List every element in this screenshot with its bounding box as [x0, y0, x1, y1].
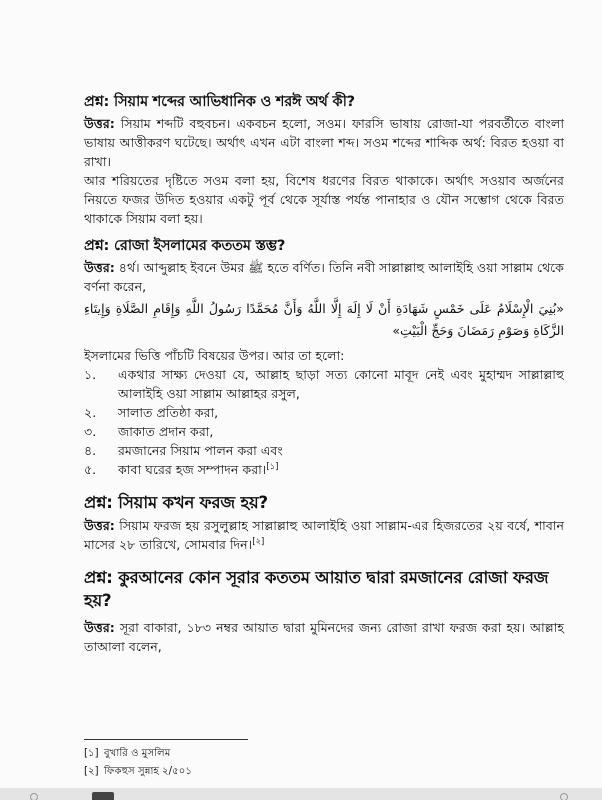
list-item	[84, 460, 564, 479]
page-indicator[interactable]	[92, 792, 114, 800]
answer-label: উত্তর:	[84, 260, 115, 275]
answer-extra-paragraph: আর শরিয়তের দৃষ্টিতে সওম বলা হয়, বিশেষ ধরণের বিরত থাকাকে। অর্থাৎ সওয়াব অর্জনের নিয়তে ফজর উদিত হওয়ার একটু পূর্ব থেকে সূর্যাস্ত পর্যন্ত পানাহার ও যৌন সম্ভোগ থেকে বিরত থাকাকে সিয়াম বলা হয়।	[84, 173, 564, 226]
page-content	[84, 92, 564, 656]
answer-text: ৪র্থ। আব্দুল্লাহ ইবনে উমর ﷺ হতে বর্ণিত। তিনি নবী সাল্লাল্লাহু আলাইহি ওয়া সাল্লাম থেকে বর্ণনা করেন,	[84, 260, 564, 294]
list-text: সালাত প্রতিষ্ঠা করা,	[118, 405, 219, 420]
answer-paragraph	[84, 114, 564, 171]
toolbar-circle-icon[interactable]	[560, 793, 568, 800]
pillars-list	[84, 365, 564, 479]
viewer-toolbar	[0, 788, 602, 800]
list-text: কাবা ঘরের হজ সম্পাদন করা।	[118, 462, 267, 477]
list-number: ৪.	[84, 443, 97, 458]
list-number: ৩.	[84, 424, 97, 439]
footnote-divider	[84, 739, 248, 740]
footnote-text: বুখারি ও মুসলিম	[104, 748, 171, 759]
list-item	[84, 441, 564, 460]
list-number: ২.	[84, 405, 97, 420]
list-text: একথার সাক্ষ্য দেওয়া যে, আল্লাহ ছাড়া সত্য কোনো মাবূদ নেই এবং মুহাম্মদ সাল্লাল্লাহু আলাইহি ওয়া সাল্লাম আল্লাহর রসুল,	[118, 367, 564, 401]
toolbar-circle-icon[interactable]	[30, 793, 38, 800]
answer-paragraph	[84, 516, 564, 554]
answer-label: উত্তর:	[84, 116, 115, 131]
footnote-item	[84, 745, 384, 763]
arabic-hadith: «بُنِيَ الْإِسْلَامُ عَلَى خَمْسٍ شَهَادَةِ أَنْ لَا إِلَهَ إِلَّا اللَّهُ وَأَنَّ مُحَمَّدًا رَسُولُ اللَّهِ وَإِقَامِ الصَّلَاةِ وَإِيتَاءِ الزَّكَاةِ وَصَوْمِ رَمَضَانَ وَحَجِّ الْبَيْتِ»	[84, 301, 564, 338]
list-item	[84, 403, 564, 422]
answer-text: সূরা বাকারা, ১৮৩ নম্বর আয়াত দ্বারা মুমিনদের জন্য রোজা রাখা ফরজ করা হয়। আল্লাহ তাআলা বলেন,	[84, 620, 564, 654]
footnote-ref[interactable]: [২]	[252, 536, 265, 547]
answer-paragraph	[84, 618, 564, 656]
list-item	[84, 365, 564, 403]
list-number: ৫.	[84, 462, 97, 477]
answer-label: উত্তর:	[84, 620, 115, 635]
footnote-ref[interactable]: [১]	[266, 461, 279, 472]
list-number: ১.	[84, 367, 97, 382]
question-heading: প্রশ্ন: সিয়াম কখন ফরজ হয়?	[84, 493, 268, 512]
footnote-item	[84, 763, 384, 781]
answer-label: উত্তর:	[84, 518, 115, 533]
question-heading: প্রশ্ন: সিয়াম শব্দের আভিধানিক ও শরঈ অর্থ কী?	[84, 94, 355, 110]
list-text: রমজানের সিয়াম পালন করা এবং	[118, 443, 283, 458]
list-item	[84, 422, 564, 441]
footnotes	[84, 745, 384, 781]
list-text: জাকাত প্রদান করা,	[118, 424, 214, 439]
footnote-number: [১]	[84, 748, 99, 759]
answer-paragraph	[84, 258, 564, 296]
answer-text: সিয়াম ফরজ হয় রসুলুল্লাহ সাল্লাল্লাহু আলাইহি ওয়া সাল্লাম-এর হিজরতের ২য় বর্ষে, শাবান মাসের ২৮ তারিখে, সোমবার দিন।	[84, 518, 564, 552]
footnote-text: ফিকহুস সুন্নাহ ২/৫০১	[104, 766, 192, 777]
question-heading: প্রশ্ন: কুরআনের কোন সূরার কততম আয়াত দ্বারা রমজানের রোজা ফরজ হয়?	[84, 568, 549, 610]
question-heading: প্রশ্ন: রোজা ইসলামের কততম স্তম্ভ?	[84, 238, 286, 254]
list-intro: ইসলামের ভিত্তি পাঁচটি বিষয়ের উপর। আর তা হলো:	[84, 348, 345, 363]
answer-text: সিয়াম শব্দটি বহুবচন। একবচন হলো, সওম। ফারসি ভাষায় রোজা-যা পরবর্তীতে বাংলা ভাষায় আত্তীকরণ ঘটেছে। অর্থাৎ এখন এটা বাংলা শব্দ। সওম শব্দের শাব্দিক অর্থ: বিরত হওয়া বা রাখা।	[84, 116, 564, 169]
footnote-number: [২]	[84, 766, 99, 777]
